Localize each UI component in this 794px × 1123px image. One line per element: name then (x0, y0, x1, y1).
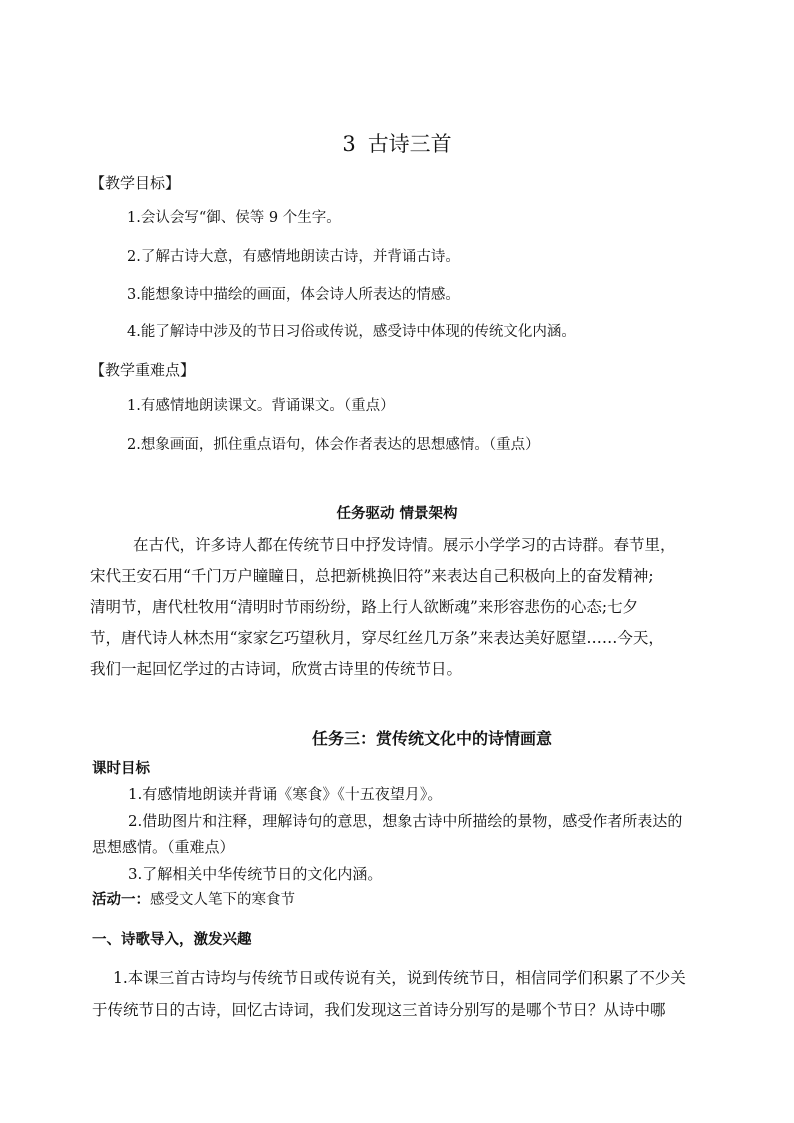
goal-item-4: 4.能了解诗中涉及的节日习俗或传说，感受诗中体现的传统文化内涵。 (127, 324, 576, 340)
task-drive-line-3: 清明节，唐代杜牧用“清明时节雨纷纷，路上行人欲断魂”来形容悲伤的心态;七夕 (90, 598, 639, 616)
section-heading: 一、诗歌导入，激发兴趣 (92, 931, 252, 948)
objectives-heading: 课时目标 (92, 760, 150, 777)
task3-heading (0, 729, 794, 748)
keypoint-item-1: 1.有感情地朗读课文。背诵课文。（重点） (127, 398, 395, 414)
task-drive-line-5: 我们一起回忆学过的古诗词，欣赏古诗里的传统节日。 (90, 660, 463, 678)
task3-label: 任务三： (311, 729, 376, 748)
objective-1: 1.有感情地朗读并背诵《寒食》《十五夜望月》。 (128, 785, 443, 803)
goal-item-1: 1.会认会写“御、侯等 9 个生字。 (127, 210, 341, 226)
title-number: 3 (342, 132, 356, 156)
task-drive-line-1: 在古代，许多诗人都在传统节日中抒发诗情。展示小学学习的古诗群。春节里， (133, 536, 676, 554)
title-text: 古诗三首 (367, 132, 452, 156)
task3-title: 赏传统文化中的诗情画意 (376, 729, 553, 748)
objective-2: 2.借助图片和注释，理解诗句的意思，想象古诗中所描绘的景物，感受作者所表达的 (128, 812, 683, 830)
keypoints-heading: 【教学重难点】 (90, 361, 196, 379)
section-para-line-2: 于传统节日的古诗，回忆古诗词，我们发现这三首诗分别写的是哪个节日？从诗中哪 (92, 1001, 666, 1019)
goal-item-3: 3.能想象诗中描绘的画面，体会诗人所表达的情感。 (127, 287, 460, 303)
activity-one (92, 891, 295, 909)
section-para-line-1: 1.本课三首古诗均与传统节日或传说有关，说到传统节日，相信同学们积累了不少关 (113, 969, 686, 987)
activity-label: 活动一： (92, 891, 150, 908)
objective-2-cont: 思想感情。（重难点） (92, 838, 235, 856)
activity-text: 感受文人笔下的寒食节 (150, 892, 295, 908)
goals-heading: 【教学目标】 (90, 174, 181, 192)
goal-item-2: 2.了解古诗大意，有感情地朗读古诗，并背诵古诗。 (127, 249, 460, 265)
task-drive-line-2: 宋代王安石用“千门万户瞳瞳日，总把新桃换旧符”来表达自己积极向上的奋发精神; (90, 567, 654, 585)
task-drive-line-4: 节，唐代诗人林杰用“家家乞巧望秋月，穿尽红丝几万条”来表达美好愿望……今天， (90, 629, 664, 647)
page-title (0, 132, 794, 157)
task-drive-heading: 任务驱动 情景架构 (336, 505, 458, 522)
keypoint-item-2: 2.想象画面，抓住重点语句，体会作者表达的思想感情。（重点） (127, 437, 540, 453)
objective-3: 3.了解相关中华传统节日的文化内涵。 (128, 865, 383, 883)
